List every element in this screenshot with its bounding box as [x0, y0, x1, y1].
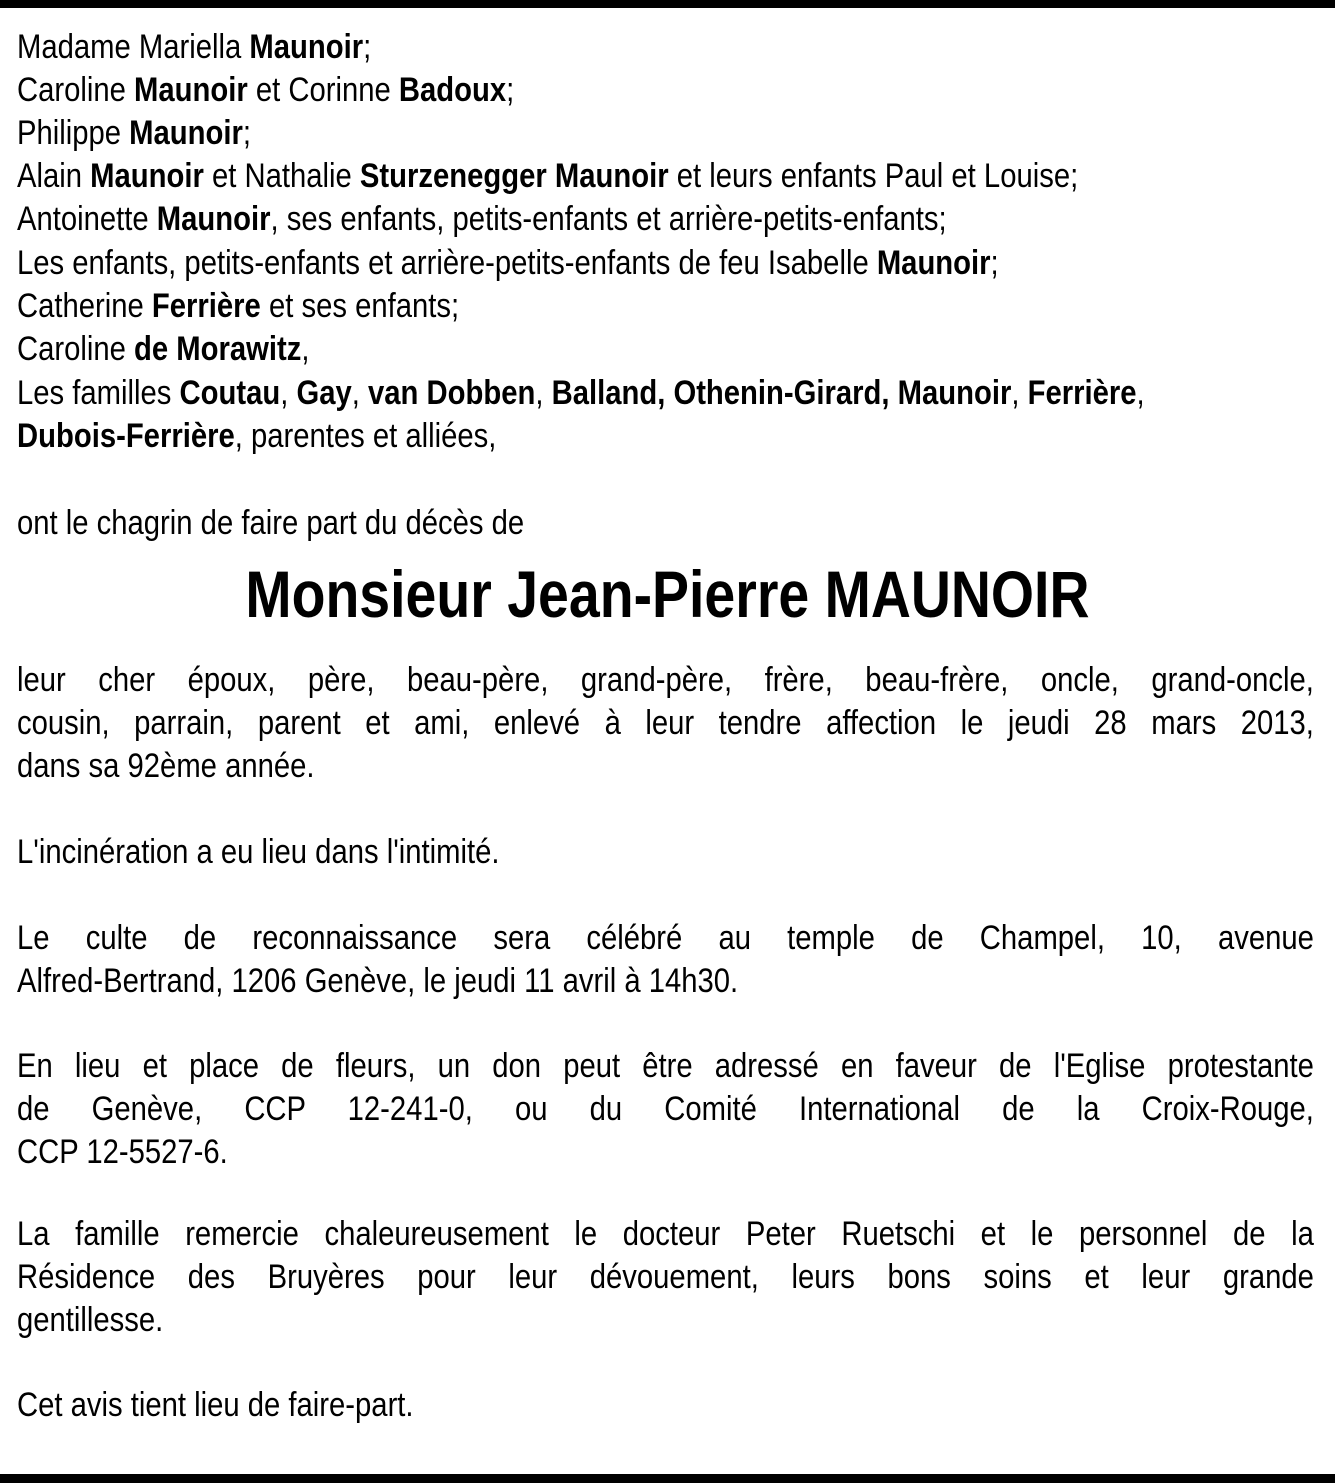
mourner-text: ,: [535, 374, 552, 412]
mourner-text: Caroline: [17, 330, 135, 368]
mourner-text: Les enfants, petits-enfants et arrière-petits-enfants de feu Isabelle: [17, 244, 877, 282]
family-name: Ferrière: [1027, 374, 1137, 412]
mourner-text: ,: [1011, 374, 1028, 412]
mourner-text: et ses enfants;: [260, 287, 460, 325]
mourner-text: ,: [301, 330, 310, 368]
closing-text: Cet avis tient lieu de faire-part.: [17, 1386, 414, 1424]
donations-line-3: CCP 12-5527-6.: [17, 1133, 228, 1171]
mourner-text: , ses enfants, petits-enfants et arrière-petits-enfants;: [270, 200, 947, 238]
family-name: van Dobben: [368, 374, 536, 412]
family-name: Maunoir: [156, 200, 271, 238]
mourner-text: et leurs enfants Paul et Louise;: [668, 157, 1079, 195]
family-name: Maunoir: [129, 114, 243, 152]
family-name: Maunoir: [249, 28, 364, 66]
mourner-text: ;: [363, 28, 372, 66]
mourner-line: [17, 113, 1314, 153]
family-name: Gay: [296, 374, 352, 412]
relations-line-3: dans sa 92ème année.: [17, 747, 315, 785]
family-name: Sturzenegger Maunoir: [359, 157, 669, 195]
family-name: Balland, Othenin-Girard, Maunoir: [551, 374, 1012, 412]
top-border-rule: [0, 0, 1335, 8]
family-name: de Morawitz: [134, 330, 302, 368]
mourner-text: et Nathalie: [203, 157, 360, 195]
mourner-text: ;: [506, 71, 515, 109]
mourner-line: [17, 286, 1314, 326]
family-name: Maunoir: [134, 71, 248, 109]
mourner-text: Antoinette: [17, 200, 157, 238]
mourner-text: et Corinne: [247, 71, 399, 109]
mourner-text: Les familles: [17, 374, 180, 412]
mourner-text: Alain: [17, 157, 91, 195]
service-line-2: Alfred-Bertrand, 1206 Genève, le jeudi 11 avril à 14h30.: [17, 962, 739, 1000]
cremation-text: L'incinération a eu lieu dans l'intimité.: [17, 833, 500, 871]
mourner-line: [17, 243, 1314, 283]
mourner-text: ,: [1136, 374, 1145, 412]
donations-line-1: En lieu et place de fleurs, un don peut être adressé en faveur de l'Eglise protestante: [17, 1047, 1314, 1085]
mourner-text: ,: [280, 374, 297, 412]
deceased-name-heading: Monsieur Jean-Pierre MAUNOIR: [245, 557, 1090, 631]
family-name: Maunoir: [90, 157, 204, 195]
mourner-line: [17, 199, 1314, 239]
thanks-line-3: gentillesse.: [17, 1301, 164, 1339]
announcement-intro: ont le chagrin de faire part du décès de: [17, 504, 525, 542]
mourner-text: Catherine: [17, 287, 152, 325]
family-name: Badoux: [398, 71, 507, 109]
mourner-text: ;: [242, 114, 252, 152]
family-name: Dubois-Ferrière: [17, 417, 235, 455]
mourner-text: Caroline: [17, 71, 135, 109]
mourner-text: , parentes et alliées,: [234, 417, 497, 455]
mourner-text: ,: [351, 374, 369, 412]
relations-line-2: cousin, parrain, parent et ami, enlevé à leur tendre affection le jeudi 28 mars 2013,: [17, 704, 1314, 742]
mourner-text: Philippe: [17, 114, 130, 152]
mourner-text: Madame Mariella: [17, 28, 250, 66]
thanks-line-1: La famille remercie chaleureusement le docteur Peter Ruetschi et le personnel de la: [17, 1215, 1314, 1253]
family-name: Maunoir: [876, 244, 991, 282]
thanks-line-2: Résidence des Bruyères pour leur dévouement, leurs bons soins et leur grande: [17, 1258, 1314, 1296]
mourner-line: [17, 416, 1314, 456]
service-line-1: Le culte de reconnaissance sera célébré au temple de Champel, 10, avenue: [17, 919, 1314, 957]
mourner-line: [17, 373, 1314, 413]
donations-line-2: de Genève, CCP 12-241-0, ou du Comité International de la Croix-Rouge,: [17, 1090, 1314, 1128]
bottom-border-rule: [0, 1474, 1335, 1483]
mourner-line: [17, 27, 1314, 67]
mourner-line: [17, 329, 1314, 369]
family-name: Ferrière: [151, 287, 261, 325]
mourner-line: [17, 156, 1314, 196]
mourner-line: [17, 70, 1314, 110]
mourner-text: ;: [990, 244, 999, 282]
family-name: Coutau: [179, 374, 281, 412]
relations-line-1: leur cher époux, père, beau-père, grand-père, frère, beau-frère, oncle, grand-oncle,: [17, 661, 1314, 699]
